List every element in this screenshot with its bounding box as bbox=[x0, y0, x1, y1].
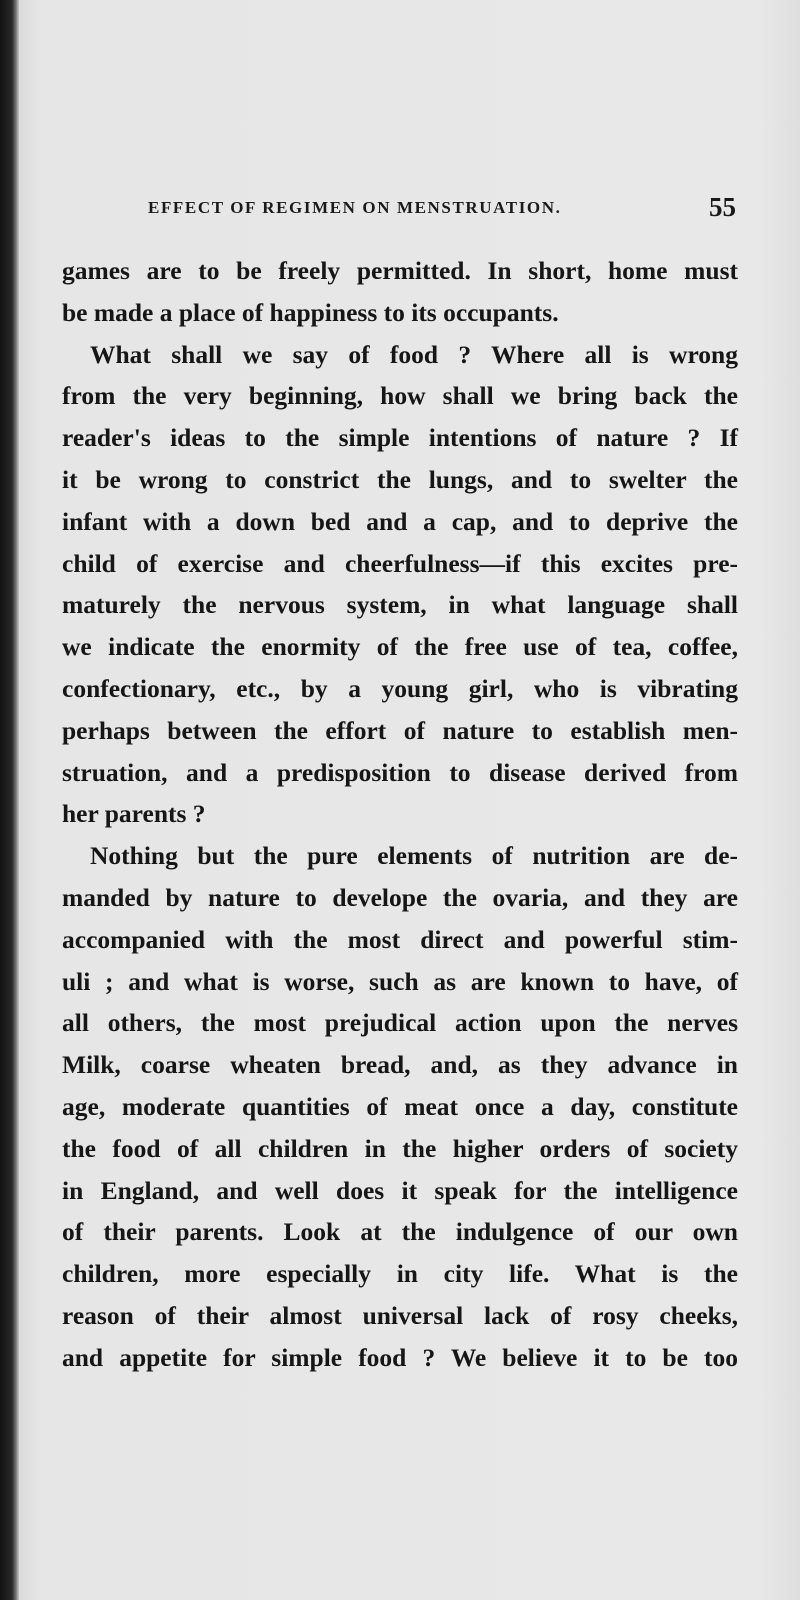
text-line: manded by nature to develope the ovaria, and they are bbox=[62, 882, 738, 912]
text-line: What shall we say of food ? Where all is wrong bbox=[90, 339, 738, 369]
text-line: children, more especially in city life. What is the bbox=[62, 1259, 738, 1289]
text-line: struation, and a predisposition to disease derived from bbox=[62, 757, 738, 787]
text-line: Milk, coarse wheaten bread, and, as they advance in bbox=[62, 1050, 738, 1080]
running-head-title: EFFECT OF REGIMEN ON MENSTRUATION. bbox=[148, 198, 562, 217]
text-line: from the very beginning, how shall we bring back the bbox=[62, 381, 738, 411]
text-line: infant with a down bed and a cap, and to deprive the bbox=[62, 506, 738, 536]
text-line: in England, and well does it speak for the intelligence bbox=[62, 1175, 738, 1205]
text-line: perhaps between the effort of nature to establish men- bbox=[62, 715, 738, 745]
text-line: Nothing but the pure elements of nutrition are de- bbox=[90, 841, 738, 871]
text-line: all others, the most prejudical action upon the nerves bbox=[62, 1008, 738, 1038]
text-line: accompanied with the most direct and powerful stim- bbox=[62, 924, 738, 954]
text-line: child of exercise and cheerfulness—if this excites pre- bbox=[62, 548, 738, 578]
text-line: games are to be freely permitted. In short, home must bbox=[62, 256, 738, 285]
text-line: age, moderate quantities of meat once a day, constitute bbox=[62, 1091, 738, 1121]
text-line: be made a place of happiness to its occupants. bbox=[62, 297, 559, 327]
body-text bbox=[62, 250, 738, 1379]
running-head bbox=[140, 192, 740, 226]
text-line: the food of all children in the higher orders of society bbox=[62, 1133, 738, 1163]
text-line: it be wrong to constrict the lungs, and to swelter the bbox=[62, 464, 738, 494]
text-line: reader's ideas to the simple intentions of nature ? If bbox=[62, 423, 738, 453]
text-line: of their parents. Look at the indulgence of our own bbox=[62, 1217, 738, 1247]
book-binding-edge bbox=[0, 0, 19, 1600]
text-line: her parents ? bbox=[62, 799, 206, 829]
text-line: and appetite for simple food ? We believe it to be too bbox=[62, 1342, 738, 1372]
text-line: we indicate the enormity of the free use of tea, coffee, bbox=[62, 632, 738, 662]
text-line: confectionary, etc., by a young girl, who is vibrating bbox=[62, 673, 738, 703]
page-number: 55 bbox=[709, 192, 736, 222]
text-line: maturely the nervous system, in what language shall bbox=[62, 590, 738, 620]
text-line: reason of their almost universal lack of rosy cheeks, bbox=[62, 1300, 738, 1330]
text-line: uli ; and what is worse, such as are known to have, of bbox=[62, 966, 738, 996]
